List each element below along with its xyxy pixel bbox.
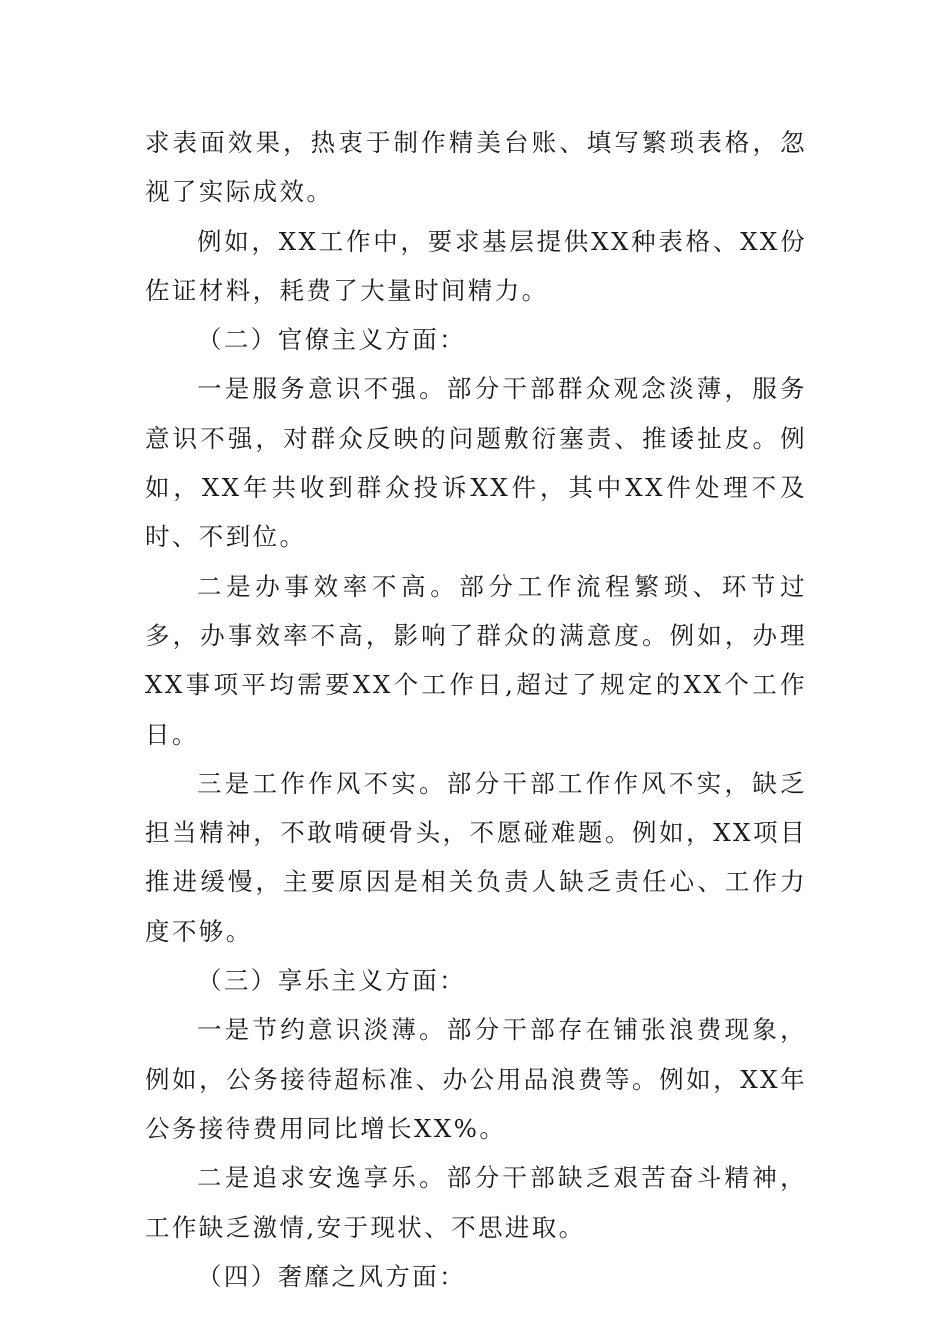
paragraph-frugality: 一是节约意识淡薄。部分干部存在铺张浪费现象，例如，公务接待超标准、办公用品浪费等。例如，XX年公务接待费用同比增长XX%。 <box>145 1015 807 1143</box>
section-heading-extravagance: （四）奢靡之风方面： <box>197 1261 466 1291</box>
paragraph-continuation: 求表面效果，热衷于制作精美台账、填写繁琐表格，忽视了实际成效。 <box>145 128 807 207</box>
paragraph-comfort-seeking: 二是追求安逸享乐。部分干部缺乏艰苦奋斗精神，工作缺乏激情,安于现状、不思进取。 <box>145 1163 807 1242</box>
paragraph-example: 例如，XX工作中，要求基层提供XX种表格、XX份佐证材料，耗费了大量时间精力。 <box>145 226 807 305</box>
paragraph-work-style: 三是工作作风不实。部分干部工作作风不实，缺乏担当精神，不敢啃硬骨头，不愿碰难题。例如，XX项目推进缓慢，主要原因是相关负责人缺乏责任心、工作力度不够。 <box>145 768 807 946</box>
paragraph-efficiency: 二是办事效率不高。部分工作流程繁琐、环节过多，办事效率不高，影响了群众的满意度。例如，办理XX事项平均需要XX个工作日,超过了规定的XX个工作日。 <box>145 571 807 749</box>
paragraph-service-awareness: 一是服务意识不强。部分干部群众观念淡薄，服务意识不强，对群众反映的问题敷衍塞责、推诿扯皮。例如，XX年共收到群众投诉XX件，其中XX件处理不及时、不到位。 <box>145 374 807 552</box>
section-heading-hedonism: （三）享乐主义方面： <box>197 966 466 996</box>
document-body <box>145 118 807 1301</box>
section-heading-bureaucratism: （二）官僚主义方面： <box>197 325 466 355</box>
